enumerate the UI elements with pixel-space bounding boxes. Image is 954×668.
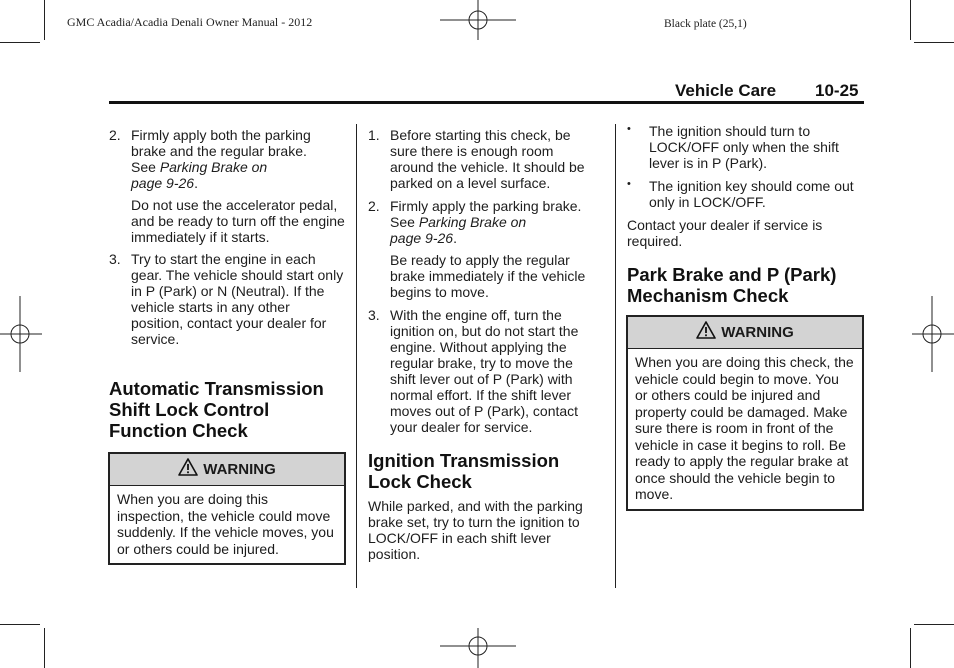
- list-item: [109, 127, 345, 245]
- item-text: Before starting this check, be sure there is enough room around the vehicle. It should be parked on a level surface.: [390, 127, 585, 191]
- cross-reference[interactable]: Parking Brake on: [418, 214, 527, 230]
- item-text: Try to start the engine in each gear. The vehicle should start only in P (Park) or N (Neutral). If the vehicle starts in any other position, contact your dealer for service.: [131, 251, 344, 347]
- bullet-item: [627, 123, 859, 171]
- paragraph: While parked, and with the parking brake set, try to turn the ignition to LOCK/OFF in each shift lever position.: [368, 498, 583, 562]
- item-text: Firmly apply both the parking brake and the regular brake. See Parking Brake on page 9-26.: [131, 127, 311, 191]
- crop-mark: [914, 624, 954, 625]
- list-item: [368, 127, 600, 191]
- crop-mark: [914, 42, 954, 43]
- warning-header: [628, 317, 862, 349]
- item-number: 2.: [109, 127, 121, 143]
- section-heading: Ignition Transmission Lock Check: [368, 450, 560, 492]
- column-2: [368, 127, 600, 435]
- bullet-icon: •: [627, 178, 631, 190]
- warning-text: When you are doing this inspection, the vehicle could move suddenly. If the vehicle moves, you or others could be injured.: [117, 491, 334, 557]
- registration-mark-bottom: [440, 626, 516, 668]
- section-heading: Automatic Transmission Shift Lock Control Function Check: [109, 378, 324, 441]
- item-note: Do not use the accelerator pedal, and be ready to turn off the engine immediately if it starts.: [131, 197, 345, 245]
- crop-mark: [0, 42, 40, 43]
- registration-mark-right: [912, 296, 954, 372]
- item-number: 3.: [109, 251, 121, 267]
- section-title: Vehicle Care: [675, 81, 777, 100]
- warning-icon: [178, 458, 198, 476]
- crop-mark: [0, 624, 40, 625]
- plate-label: Black plate (25,1): [664, 18, 747, 30]
- item-number: 2.: [368, 198, 380, 214]
- list-item: [368, 198, 600, 300]
- item-text: With the engine off, turn the ignition on, but do not start the engine. Without applying the regular brake, try to move the shift lever out of P (Park) with normal effort. If the shift lever moves out of P (Park), contact your dealer for service.: [390, 307, 579, 435]
- document-slug: GMC Acadia/Acadia Denali Owner Manual - 2012: [67, 15, 313, 29]
- crop-mark: [44, 0, 45, 40]
- page-number: 10-25: [815, 81, 859, 100]
- list-item: [368, 307, 600, 435]
- warning-box: [108, 452, 346, 565]
- column-3: [627, 123, 859, 249]
- column-divider: [615, 124, 616, 588]
- warning-title: WARNING: [203, 461, 276, 478]
- warning-icon: [696, 321, 716, 339]
- item-text: Firmly apply the parking brake. See Parking Brake on page 9-26.: [390, 198, 582, 246]
- registration-mark-top: [440, 0, 516, 44]
- list-item: [109, 251, 345, 347]
- section-heading: Park Brake and P (Park) Mechanism Check: [627, 264, 837, 306]
- bullet-text: The ignition should turn to LOCK/OFF only when the shift lever is in P (Park).: [649, 123, 839, 171]
- cross-reference-page[interactable]: page 9-26: [390, 230, 454, 246]
- column-1: [109, 127, 345, 347]
- warning-text: When you are doing this check, the vehicle could begin to move. You or others could be injured and property could be damaged. Make sure there is room in front of the vehicle in case it begins to roll. Be ready to apply the regular brake at once should the vehicle begin to move.: [635, 354, 854, 502]
- cross-reference-page[interactable]: page 9-26: [131, 175, 195, 191]
- crop-mark: [44, 628, 45, 668]
- crop-mark: [910, 0, 911, 40]
- item-note: Be ready to apply the regular brake immediately if the vehicle begins to move.: [390, 252, 586, 300]
- item-number: 3.: [368, 307, 380, 323]
- warning-title: WARNING: [721, 324, 794, 341]
- warning-header: [110, 454, 344, 486]
- bullet-item: [627, 178, 859, 210]
- registration-mark-left: [0, 296, 42, 372]
- item-number: 1.: [368, 127, 380, 143]
- header-rule: [109, 101, 864, 104]
- column-divider: [356, 124, 357, 588]
- bullet-icon: •: [627, 123, 631, 135]
- bullet-text: The ignition key should come out only in LOCK/OFF.: [649, 178, 854, 210]
- cross-reference[interactable]: Parking Brake on: [159, 159, 268, 175]
- paragraph: Contact your dealer if service is required.: [627, 217, 823, 249]
- crop-mark: [910, 628, 911, 668]
- warning-box: [626, 315, 864, 511]
